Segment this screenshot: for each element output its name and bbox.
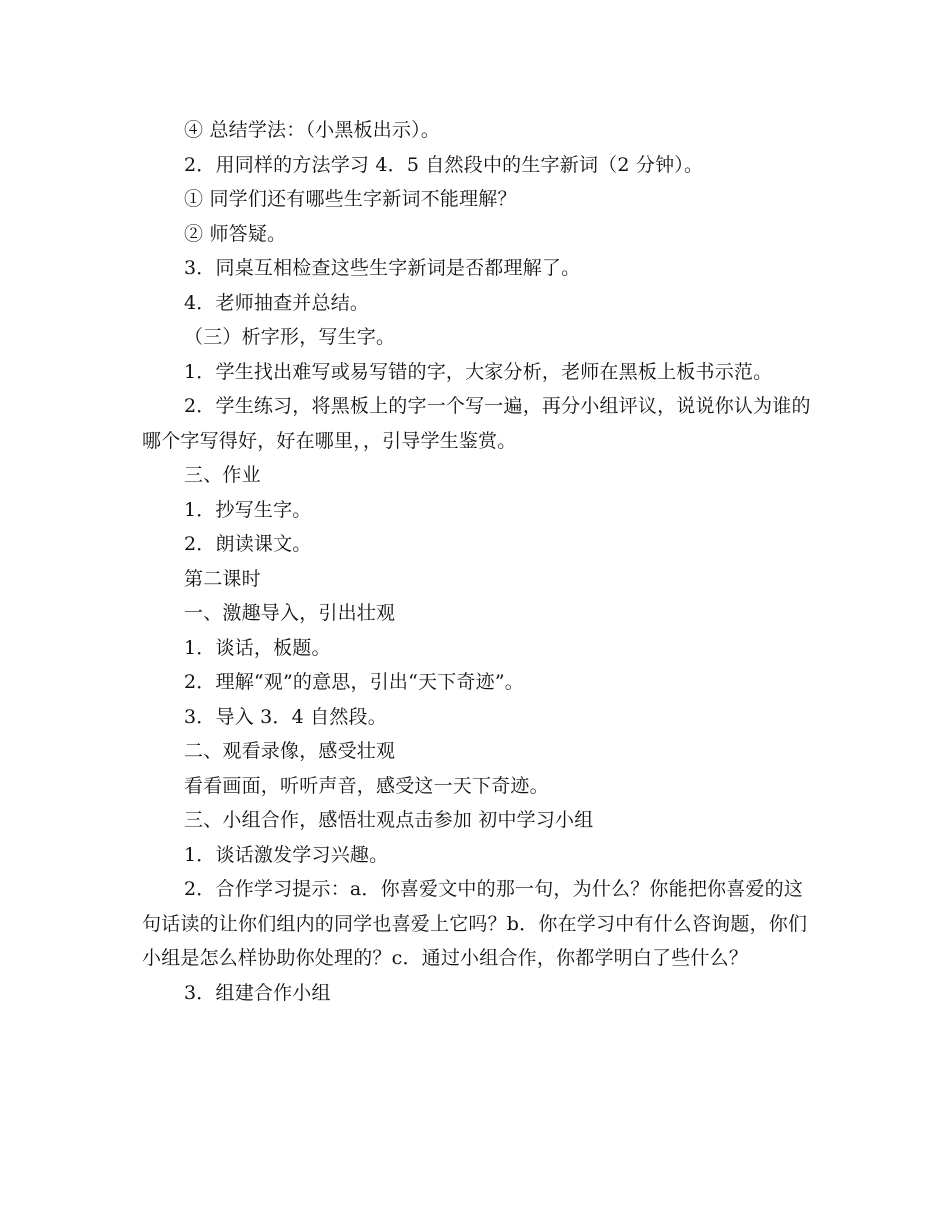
paragraph-read-text: 2．朗读课文。 [184,533,312,555]
section-heading-second-lesson: 第二课时 [184,567,261,590]
paragraph-student-practice: 2．学生练习，将黑板上的字一个写一遍，再分小组评议，说说你认为谁的哪个字写得好，好在哪里，，引导学生鉴赏。 [142,395,811,452]
paragraph-question-unknown-words: ① 同学们还有哪些生字新词不能理解？ [184,188,517,210]
paragraph-understand-guan: 2．理解“观”的意思，引出“天下奇迹”。 [184,671,524,693]
paragraph-form-groups: 3．组建合作小组 [184,981,331,1004]
paragraph-cooperation-hints: 2．合作学习提示：a．你喜爱文中的那一句，为什么？你能把你喜爱的这句话读的让你们组内的同学也喜爱上它吗？b．你在学习中有什么咨询题，你们小组是怎么样协助你处理的？c．通过小组合作，你都学明白了些什么？ [142,878,808,969]
paragraph-find-hard-characters: 1．学生找出难写或易写错的字，大家分析，老师在黑板上板书示范。 [184,360,773,383]
paragraph-interest-talk: 1．谈话激发学习兴趣。 [184,843,389,866]
section-heading-group-cooperation: 三、小组合作，感悟壮观点击参加 初中学习小组 [184,809,594,831]
paragraph-learn-paragraph-4-5: 2．用同样的方法学习 4．5 自然段中的生字新词（2 分钟）。 [184,153,704,176]
paragraph-teacher-answers: ② 师答疑。 [184,222,287,245]
section-heading-homework: 三、作业 [184,464,261,486]
paragraph-summary-method: ④ 总结学法：（小黑板出示）。 [184,119,441,141]
section-heading-watch-video: 二、观看录像，感受壮观 [184,740,396,762]
paragraph-deskmate-check: 3．同桌互相检查这些生字新词是否都理解了。 [184,257,581,279]
section-heading-analyze-characters: （三）析字形，写生字。 [184,326,396,348]
paragraph-copy-characters: 1．抄写生字。 [184,498,312,521]
section-heading-introduction: 一、激趣导入，引出壮观 [184,602,396,624]
paragraph-introduce-paragraph-3-4: 3．导入 3．4 自然段。 [184,705,387,728]
paragraph-talk-title: 1．谈话，板题。 [184,636,331,659]
document-body [142,113,812,1010]
paragraph-watch-listen: 看看画面，听听声音，感受这一天下奇迹。 [184,774,549,797]
paragraph-teacher-check: 4．老师抽查并总结。 [184,291,370,314]
